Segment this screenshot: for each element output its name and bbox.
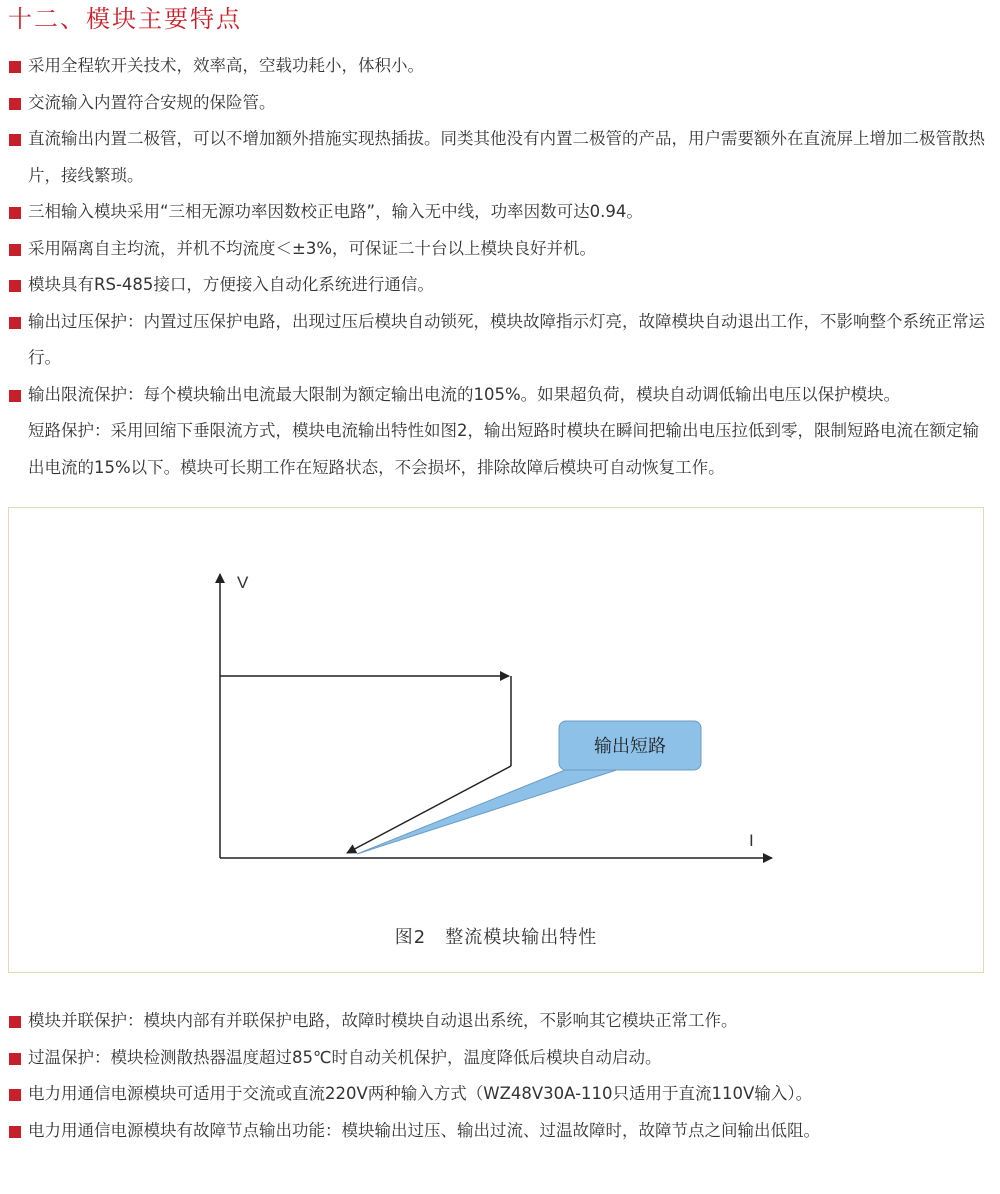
feature-text: 过温保护：模块检测散热器温度超过85℃时自动关机保护，温度降低后模块自动启动。 xyxy=(28,1047,662,1067)
feature-item xyxy=(8,267,990,304)
red-square-bullet-icon xyxy=(9,1016,21,1028)
figure-caption: 图2 整流模块输出特性 xyxy=(394,927,598,948)
feature-text: 三相输入模块采用“三相无源功率因数校正电路”，输入无中线，功率因数可达0.94。 xyxy=(28,202,643,221)
feature-item xyxy=(8,121,990,194)
figure-panel xyxy=(8,507,984,973)
feature-item xyxy=(8,1040,990,1077)
section-title: 十二、模块主要特点 xyxy=(8,5,242,33)
red-square-bullet-icon xyxy=(9,317,21,329)
feature-item xyxy=(8,377,990,487)
feature-item xyxy=(8,231,990,268)
feature-item xyxy=(8,1003,990,1040)
red-square-bullet-icon xyxy=(9,134,21,146)
feature-item xyxy=(8,1113,990,1150)
red-square-bullet-icon xyxy=(9,280,21,292)
feature-item xyxy=(8,1076,990,1113)
feature-text: 交流输入内置符合安规的保险管。 xyxy=(28,92,276,112)
red-square-bullet-icon xyxy=(9,390,21,402)
red-square-bullet-icon xyxy=(9,1089,21,1101)
feature-list-top xyxy=(8,48,990,486)
feature-item xyxy=(8,194,990,231)
feature-text: 电力用通信电源模块可适用于交流或直流220V两种输入方式（WZ48V30A-110只适用于直流110V输入）。 xyxy=(28,1084,813,1103)
red-square-bullet-icon xyxy=(9,98,21,110)
red-square-bullet-icon xyxy=(9,61,21,73)
feature-list-bottom xyxy=(8,1003,990,1149)
feature-item xyxy=(8,48,990,85)
feature-subtext: 短路保护：采用回缩下垂限流方式，模块电流输出特性如图2，输出短路时模块在瞬间把输出电压拉低到零，限制短路电流在额定输出电流的15%以下。模块可长期工作在短路状态，不会损坏，排除故障后模块可自动恢复工作。 xyxy=(28,421,979,477)
output-characteristic-diagram xyxy=(9,508,985,908)
feature-item xyxy=(8,304,990,377)
red-square-bullet-icon xyxy=(9,1053,21,1065)
y-axis-label: V xyxy=(237,573,249,592)
feature-text: 采用全程软开关技术，效率高，空载功耗小，体积小。 xyxy=(28,56,424,75)
callout-label: 输出短路 xyxy=(594,736,666,757)
red-square-bullet-icon xyxy=(9,207,21,219)
red-square-bullet-icon xyxy=(9,1126,21,1138)
red-square-bullet-icon xyxy=(9,244,21,256)
feature-text: 输出限流保护：每个模块输出电流最大限制为额定输出电流的105%。如果超负荷，模块自动调低输出电压以保护模块。 xyxy=(28,384,901,404)
x-axis-label: I xyxy=(749,831,754,850)
feature-text: 直流输出内置二极管，可以不增加额外措施实现热插拔。同类其他没有内置二极管的产品，用户需要额外在直流屏上增加二极管散热片，接线繁琐。 xyxy=(28,129,985,185)
feature-text: 模块具有RS-485接口，方便接入自动化系统进行通信。 xyxy=(28,275,434,294)
feature-text: 电力用通信电源模块有故障节点输出功能：模块输出过压、输出过流、过温故障时，故障节点之间输出低阻。 xyxy=(28,1120,820,1140)
feature-text: 模块并联保护：模块内部有并联保护电路，故障时模块自动退出系统，不影响其它模块正常工作。 xyxy=(28,1011,738,1030)
callout-pointer xyxy=(357,766,629,854)
feature-item xyxy=(8,85,990,122)
feature-text: 输出过压保护：内置过压保护电路，出现过压后模块自动锁死，模块故障指示灯亮，故障模块自动退出工作，不影响整个系统正常运行。 xyxy=(28,311,985,367)
feature-text: 采用隔离自主均流，并机不均流度＜±3%，可保证二十台以上模块良好并机。 xyxy=(28,238,597,258)
